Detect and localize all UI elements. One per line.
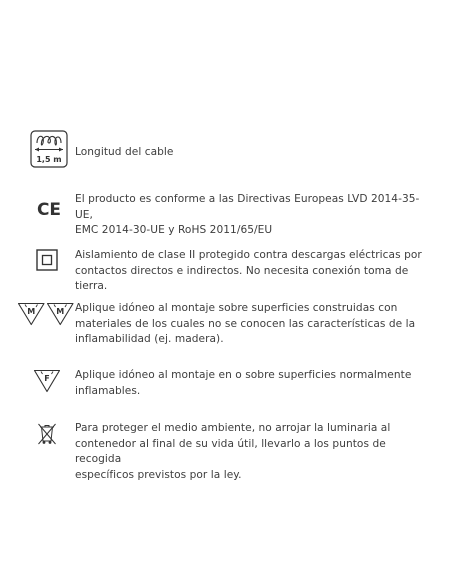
ce-conformity-text — [75, 192, 435, 239]
ce-mark-icon — [34, 198, 64, 224]
cable-length-icon-label: 1,5 m — [36, 155, 62, 164]
m-mark-label: M — [56, 307, 65, 316]
class-ii-text — [75, 248, 435, 295]
cable-length-text — [75, 145, 435, 161]
ce-mark-label: CE — [36, 200, 62, 220]
text-line: materiales de los cuales no se conocen las características de la — [75, 317, 416, 330]
text-line: Aplique idóneo al montaje sobre superficies construidas con — [75, 302, 398, 314]
weee-text — [75, 421, 435, 481]
text-line: EMC 2014-30-UE y RoHS 2011/65/EU — [75, 224, 273, 236]
text-line: específicos previstos por la ley. — [75, 468, 242, 481]
text-line: contactos directos e indirectos. No necesita conexión toma de tierra. — [75, 264, 409, 292]
mm-mounting-icon — [17, 302, 75, 330]
weee-crossed-bin-icon — [37, 422, 57, 450]
f-mounting-icon — [33, 369, 61, 397]
text-line: El producto es conforme a las Directivas Europeas LVD 2014-35-UE, — [75, 193, 420, 221]
cable-length-icon — [30, 130, 68, 172]
text-line: inflamables. — [75, 384, 141, 397]
text-line: inflamabilidad (ej. madera). — [75, 333, 224, 345]
text-line: Para proteger el medio ambiente, no arrojar la luminaria al — [75, 422, 391, 434]
text-line: Longitud del cable — [75, 146, 174, 158]
class-ii-insulation-icon — [36, 249, 58, 275]
text-line: contenedor al final de su vida útil, llevarlo a los puntos de recogida — [75, 437, 386, 465]
f-mounting-text — [75, 368, 435, 399]
text-line: Aislamiento de clase II protegido contra descargas eléctricas por — [75, 249, 422, 261]
m-mark-label: M — [27, 307, 36, 316]
f-mark-label: F — [44, 374, 50, 383]
text-line: Aplique idóneo al montaje en o sobre superficies normalmente — [75, 369, 412, 381]
mm-mounting-text — [75, 301, 435, 348]
